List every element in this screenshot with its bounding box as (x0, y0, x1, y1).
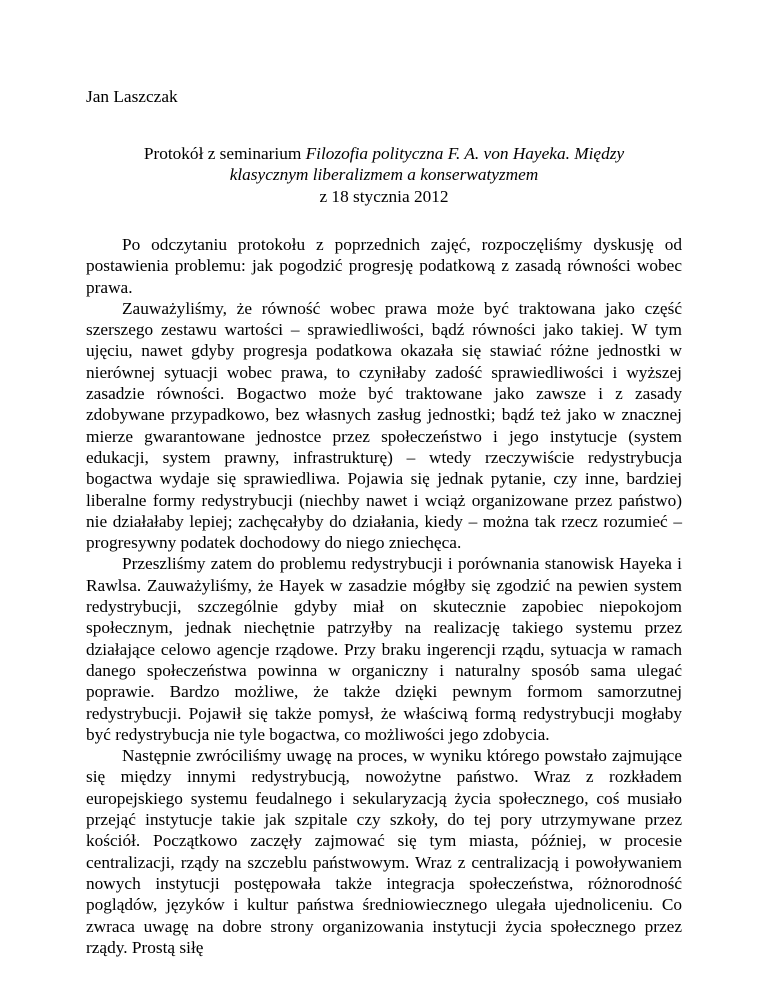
document-body (86, 234, 682, 958)
title-line-1 (86, 143, 682, 164)
author-name: Jan Laszczak (86, 87, 178, 106)
paragraph-3: Przeszliśmy zatem do problemu redystrybucji i porównania stanowisk Hayeka i Rawlsa. Zauważyliśmy, że Hayek w zasadzie mógłby się zgodzić na pewien system redystrybucji, szczególnie gdyby miał on skutecznie zapobiec niepokojom społecznym, jednak niechętnie patrzyłby na realizację takiego systemu przez działające celowo agencje rządowe. Przy braku ingerencji rządu, sytuacja w ramach danego społeczeństwa powinna w organiczny i naturalny sposób sama ulegać poprawie. Bardzo możliwe, że także dzięki pewnym formom samorzutnej redystrybucji. Pojawił się także pomysł, że właściwą formą redystrybucji mogłaby być redystrybucja nie tyle bogactwa, co możliwości jego zdobycia. (86, 554, 682, 744)
paragraph-1: Po odczytaniu protokołu z poprzednich zajęć, rozpoczęliśmy dyskusję od postawienia problemu: jak pogodzić progresję podatkową z zasadą równości wobec prawa. (86, 235, 682, 297)
document-title (86, 143, 682, 207)
title-italic-line-1: Filozofia polityczna F. A. von Hayeka. Między (305, 144, 625, 163)
title-line-2 (86, 164, 682, 185)
title-prefix: Protokół z seminarium (143, 144, 306, 163)
paragraph-2: Zauważyliśmy, że równość wobec prawa może być traktowana jako część szerszego zestawu wartości – sprawiedliwości, bądź równości jako takiej. W tym ujęciu, nawet gdyby progresja podatkowa okazała się stawiać różne jednostki w nierównej sytuacji wobec prawa, to czyniłaby zadość sprawiedliwości i wyższej zasadzie równości. Bogactwo może być traktowane jako zawsze i z zasady zdobywane przypadkowo, bez własnych zasług jednostki; bądź też jako w znacznej mierze gwarantowane jednostce przez społeczeństwo i jego instytucje (system edukacji, system prawny, infrastrukturę) – wtedy rzeczywiście redystrybucja bogactwa wydaje się sprawiedliwa. Pojawia się jednak pytanie, czy inne, bardziej liberalne formy redystrybucji (niechby nawet i wciąż organizowane przez państwo) nie działałaby lepiej; zachęcałyby do działania, kiedy – można tak rzecz rozumieć – progresywny podatek dochodowy do niego zniechęca. (86, 298, 682, 553)
paragraph-4: Następnie zwróciliśmy uwagę na proces, w wyniku którego powstało zajmujące się między innymi redystrybucją, nowożytne państwo. Wraz z rozkładem europejskiego systemu feudalnego i sekularyzacją życia społecznego, coś musiało przejąć instytucje takie jak szpitale czy szkoły, do tej pory utrzymywane przez kościół. Początkowo zaczęły zajmować się tym miasta, później, w procesie centralizacji, rządy na szczeblu państwowym. Wraz z centralizacją i powoływaniem nowych instytucji postępowała także integracja społeczeństwa, różnorodność poglądów, języków i kultur państwa średniowiecznego ulegała ujednoliceniu. Co zwraca uwagę na dobre strony organizowania instytucji życia społecznego przez rządy. Prostą siłę (86, 746, 682, 957)
title-date: z 18 stycznia 2012 (319, 186, 449, 206)
title-italic-line-2: klasycznym liberalizmem a konserwatyzmem (229, 165, 539, 185)
